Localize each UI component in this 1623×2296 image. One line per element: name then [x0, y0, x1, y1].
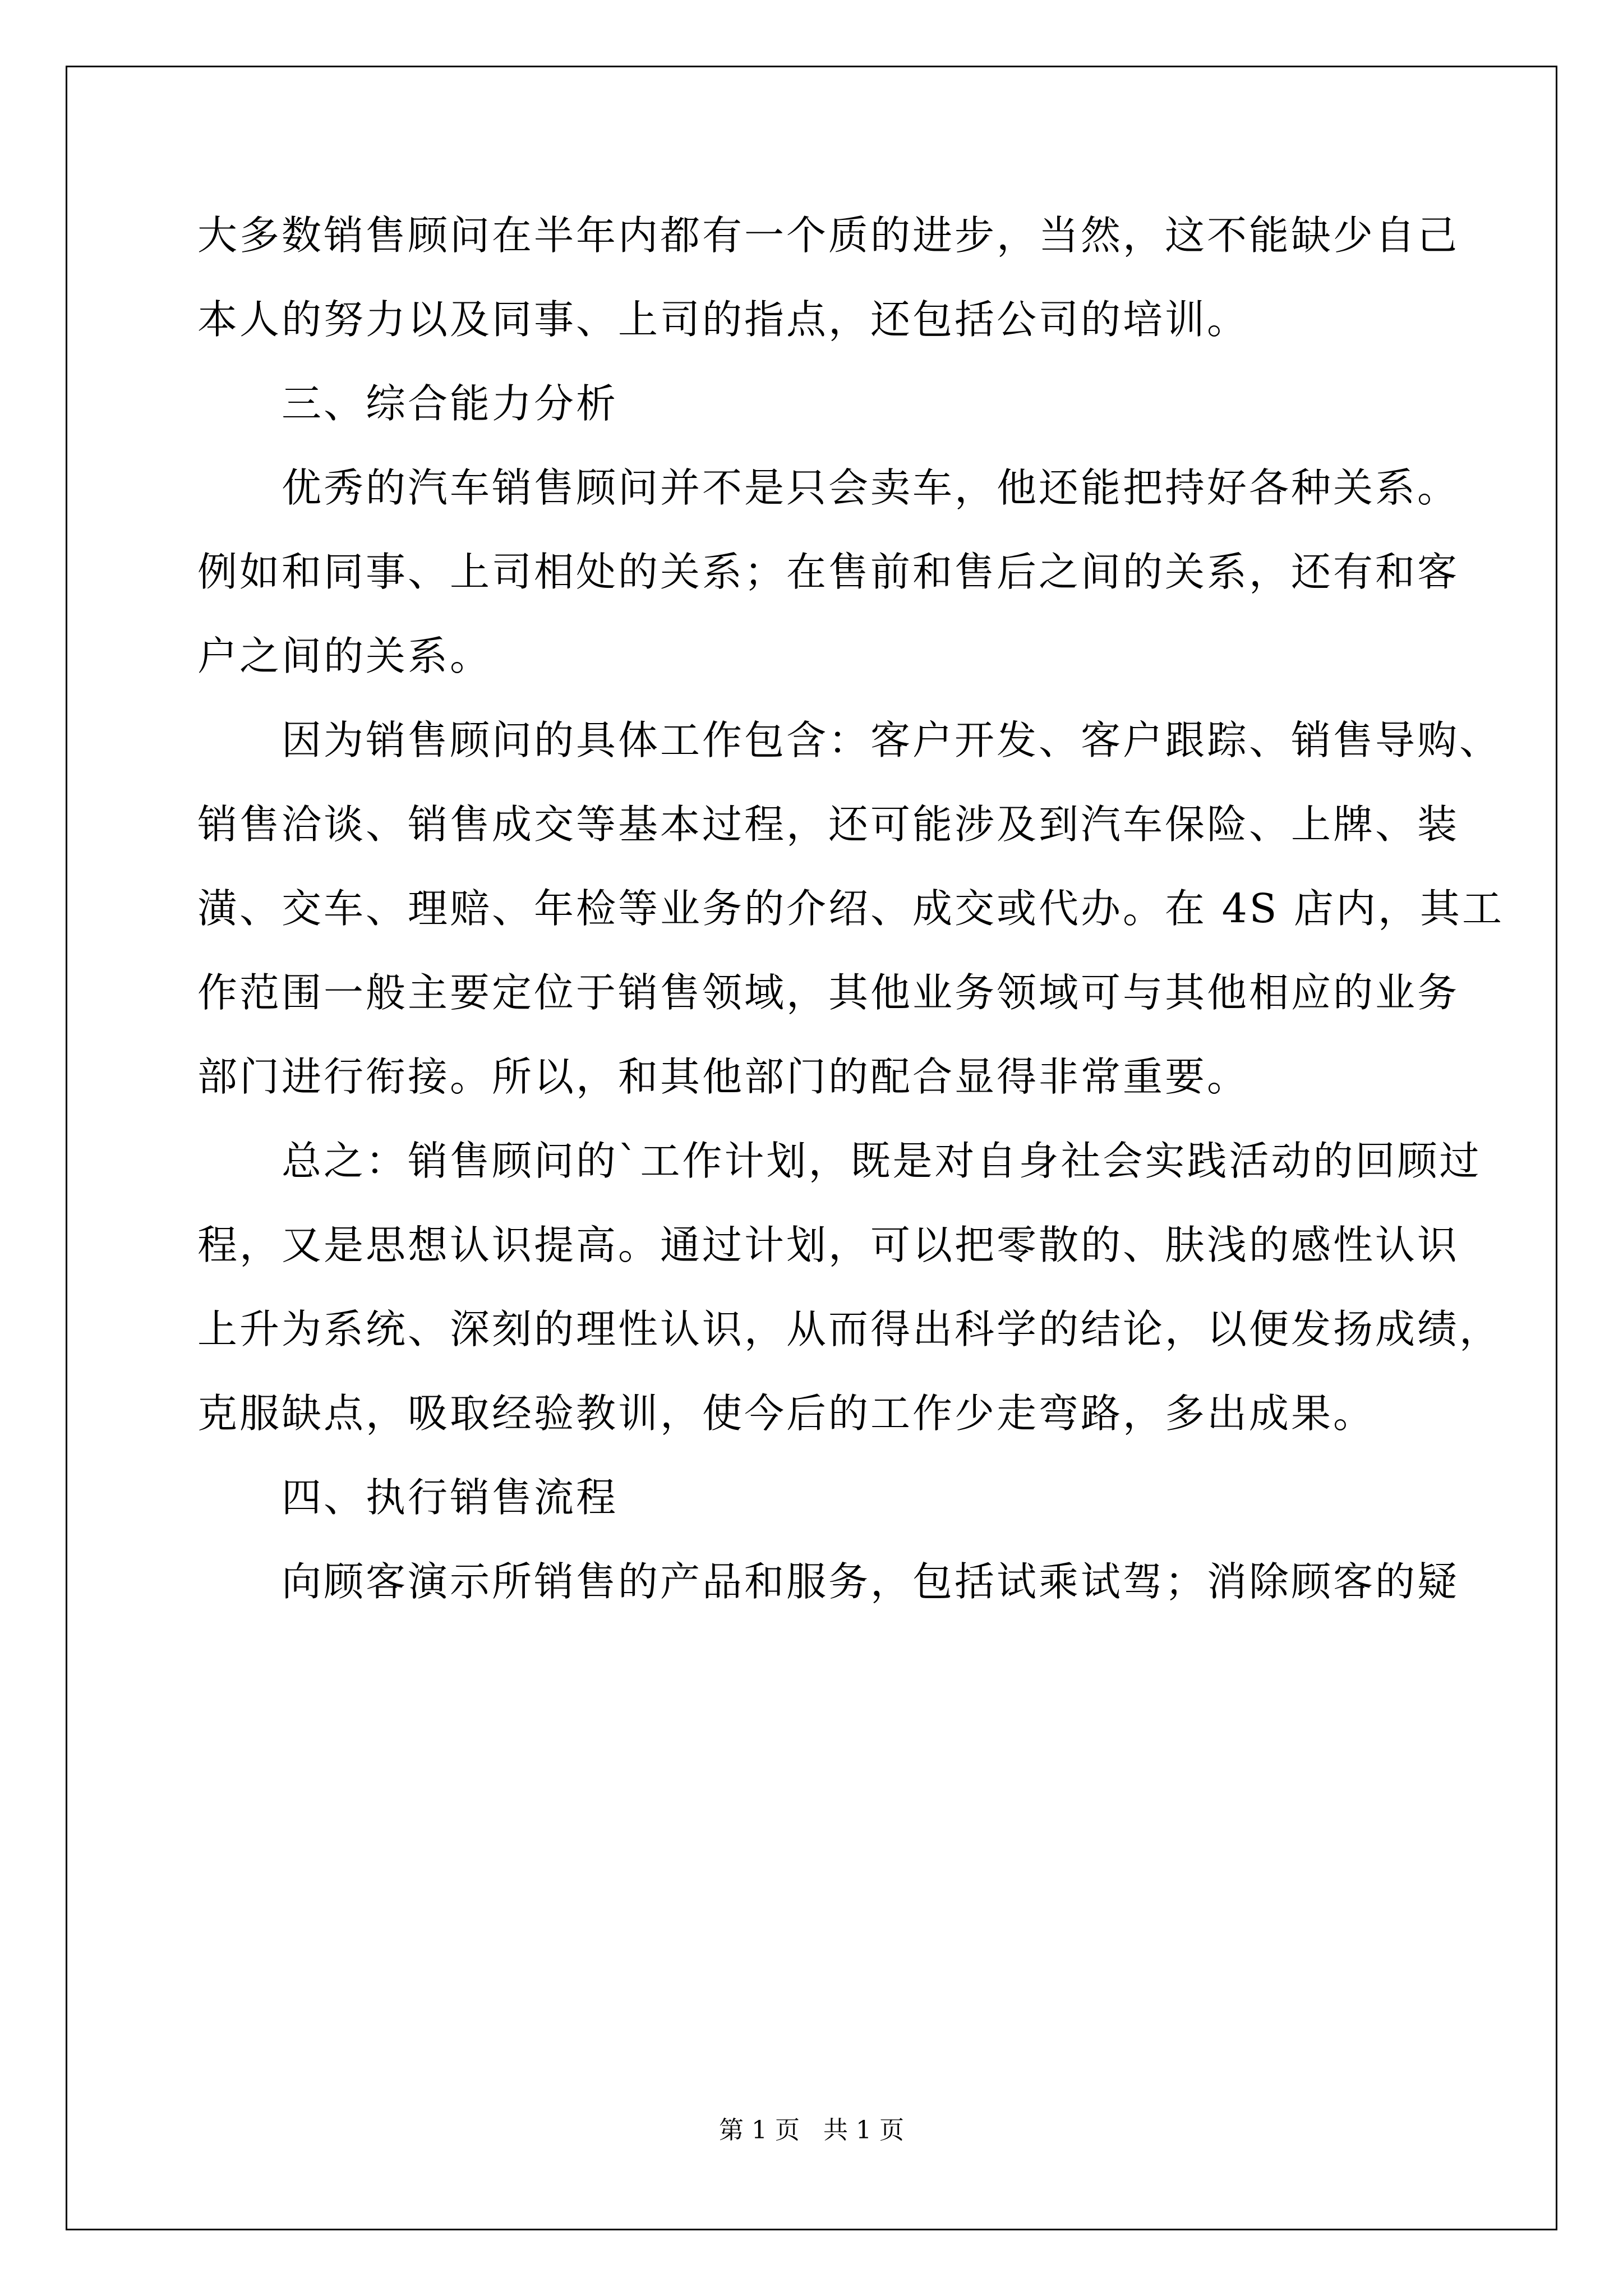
text-line: 总之：销售顾问的`工作计划，既是对自身社会实践活动的回顾过 — [282, 1138, 1482, 1184]
text-line: 上升为系统、深刻的理性认识，从而得出科学的结论，以便发扬成绩， — [197, 1306, 1502, 1352]
text-line: 向顾客演示所销售的产品和服务，包括试乘试驾；消除顾客的疑 — [282, 1558, 1460, 1605]
section-heading: 三、综合能力分析 — [282, 380, 619, 427]
text-line: 本人的努力以及同事、上司的指点，还包括公司的培训。 — [197, 296, 1249, 343]
text-line: 作范围一般主要定位于销售领域，其他业务领域可与其他相应的业务 — [197, 969, 1460, 1016]
section-heading: 四、执行销售流程 — [282, 1474, 619, 1521]
text-line: 例如和同事、上司相处的关系；在售前和售后之间的关系，还有和客 — [197, 549, 1460, 595]
text-line: 克服缺点，吸取经验教训，使今后的工作少走弯路，多出成果。 — [197, 1390, 1376, 1437]
text-line: 大多数销售顾问在半年内都有一个质的进步，当然，这不能缺少自己 — [197, 212, 1460, 259]
text-line: 优秀的汽车销售顾问并不是只会卖车，他还能把持好各种关系。 — [282, 464, 1460, 511]
text-line: 部门进行衔接。所以，和其他部门的配合显得非常重要。 — [197, 1053, 1249, 1100]
text-line: 户之间的关系。 — [197, 633, 492, 679]
text-line: 潢、交车、理赔、年检等业务的介绍、成交或代办。在 4S 店内，其工 — [197, 885, 1504, 932]
text-line: 程，又是思想认识提高。通过计划，可以把零散的、肤浅的感性认识 — [197, 1222, 1460, 1268]
page-footer: 第 1 页 共 1 页 — [719, 2116, 904, 2145]
text-line: 因为销售顾问的具体工作包含：客户开发、客户跟踪、销售导购、 — [282, 717, 1502, 763]
text-line: 销售洽谈、销售成交等基本过程，还可能涉及到汽车保险、上牌、装 — [197, 801, 1460, 848]
